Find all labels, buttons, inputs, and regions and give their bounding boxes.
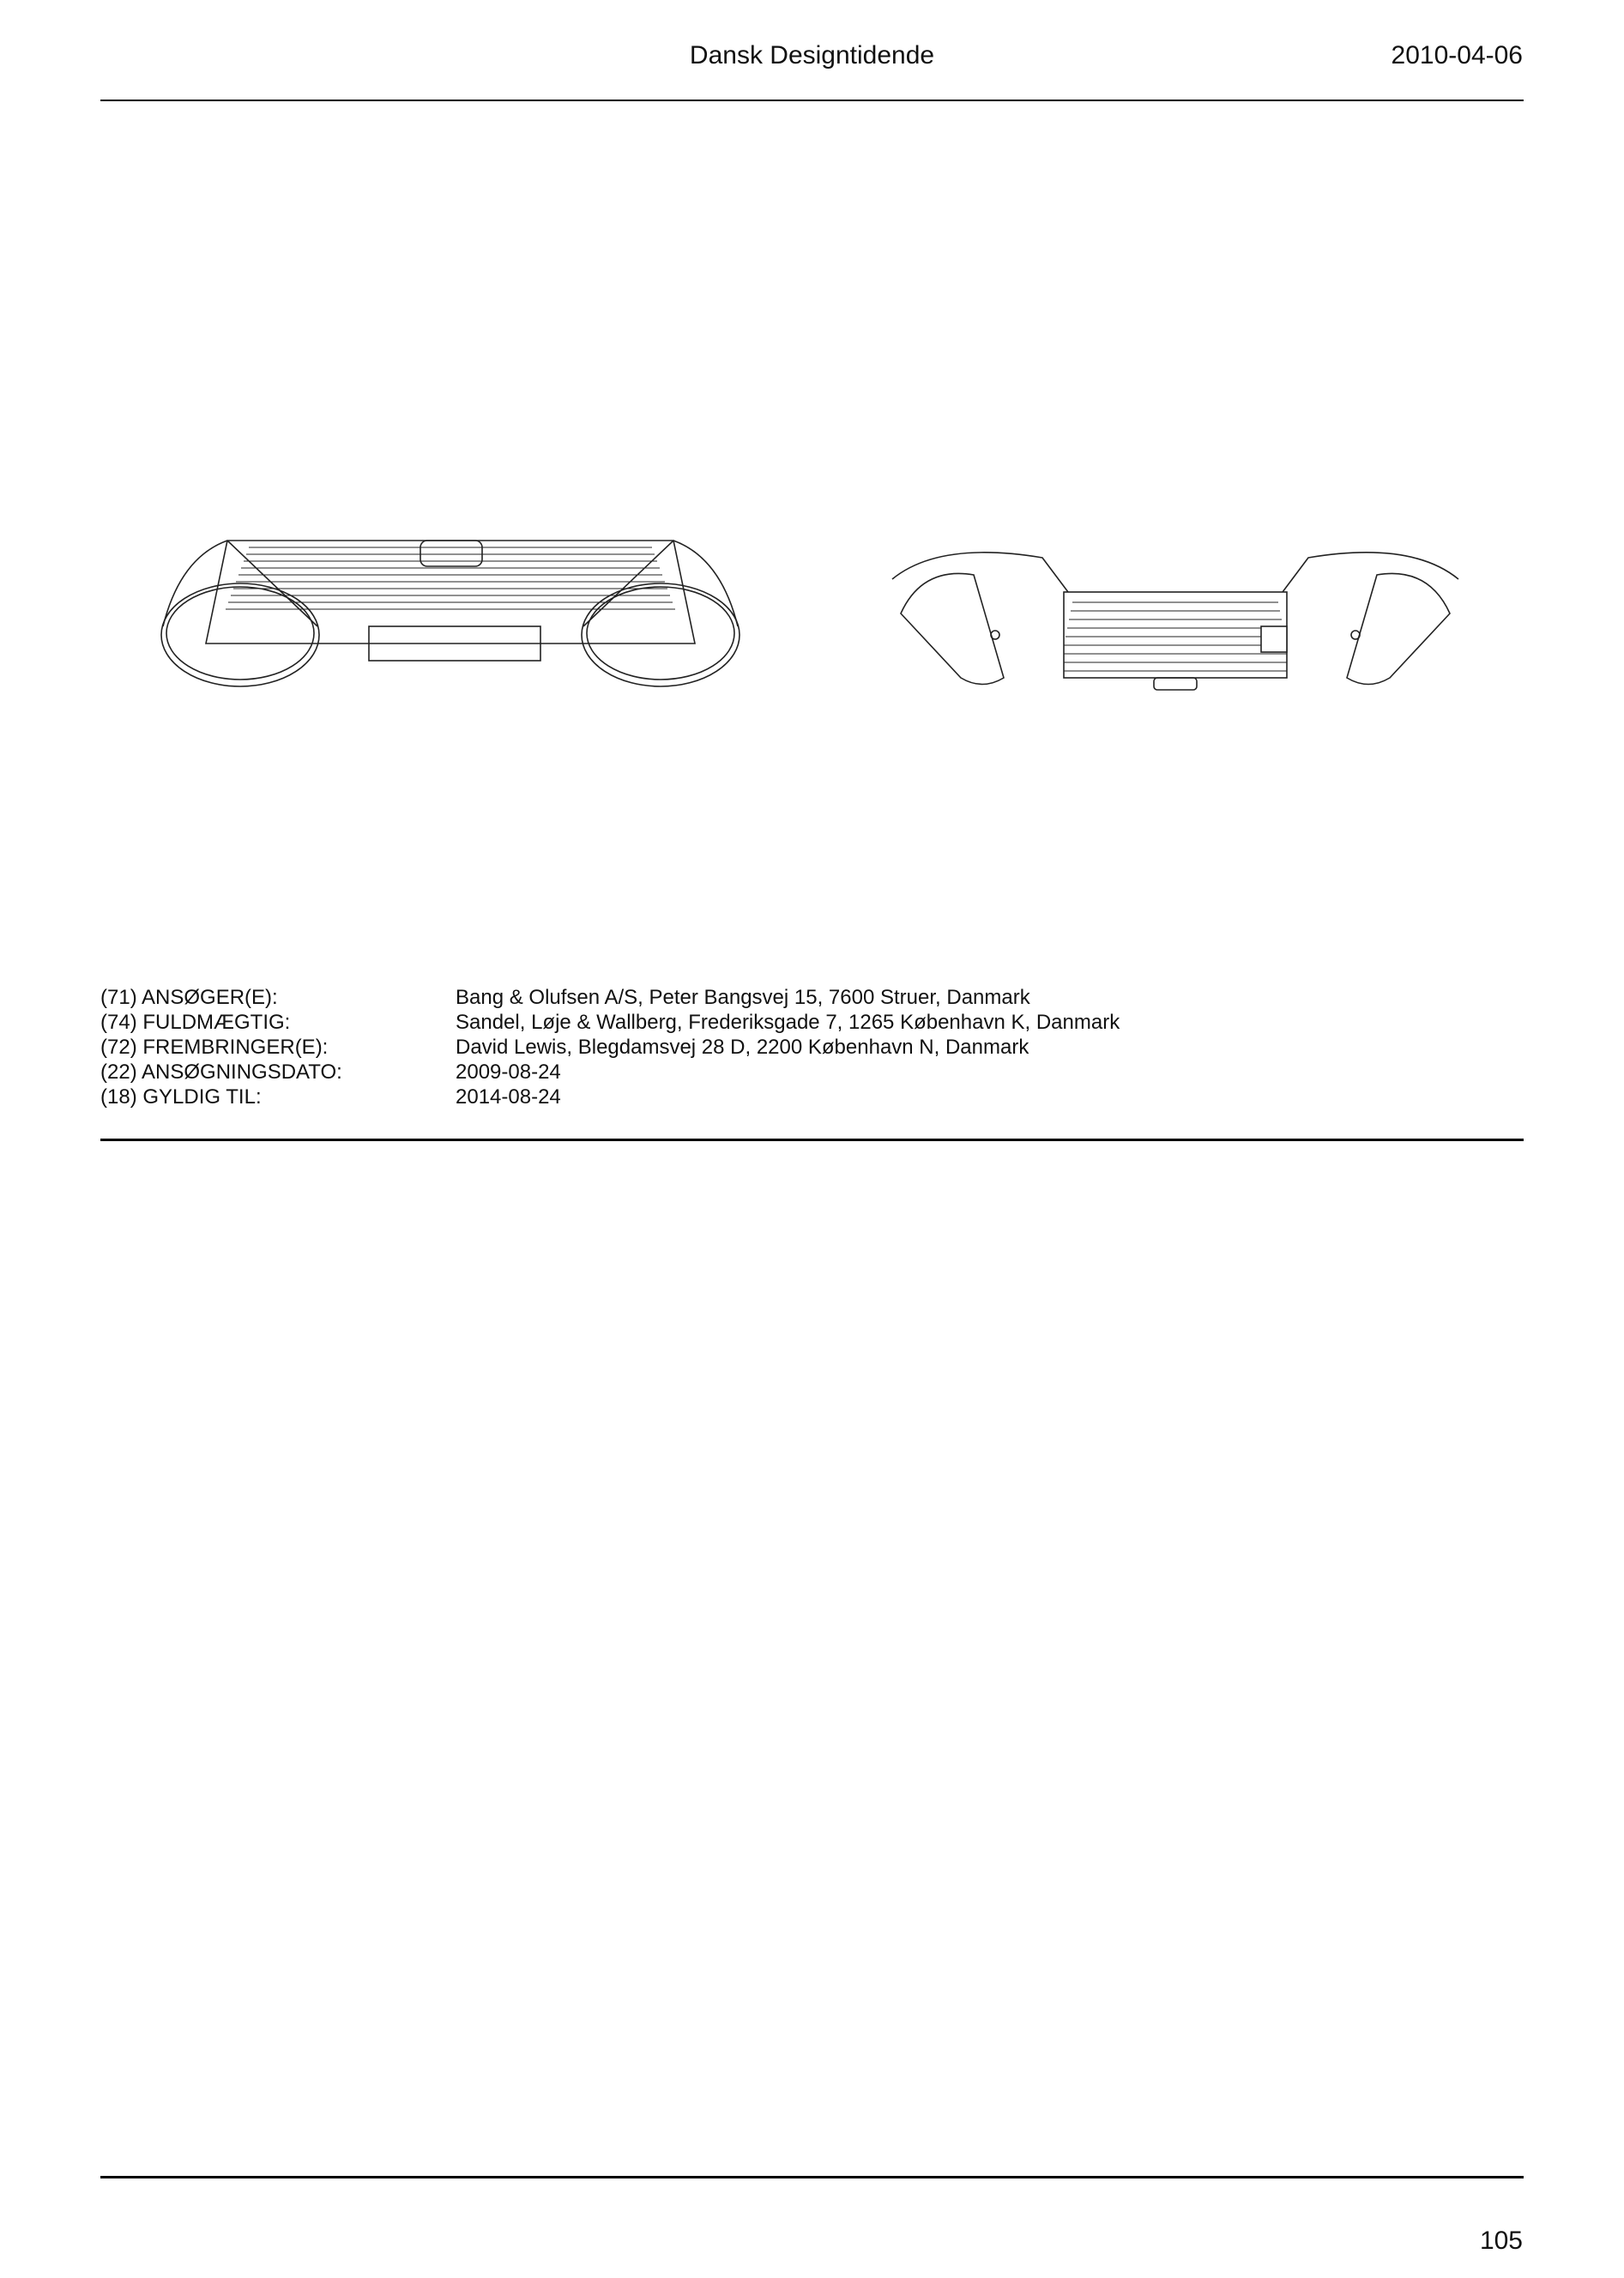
section-divider xyxy=(100,1139,1524,1141)
field-application-date xyxy=(100,1060,1120,1085)
field-agent xyxy=(100,1010,1120,1035)
field-value: David Lewis, Blegdamsvej 28 D, 2200 København N, Danmark xyxy=(456,1036,1029,1059)
field-value: 2014-08-24 xyxy=(456,1085,561,1109)
registration-fields xyxy=(100,985,1120,1109)
field-label: (22) ANSØGNINGSDATO: xyxy=(100,1060,342,1084)
field-label: (18) GYLDIG TIL: xyxy=(100,1085,262,1109)
page-number: 105 xyxy=(1479,2227,1523,2255)
field-value: Sandel, Løje & Wallberg, Frederiksgade 7, 1265 København K, Danmark xyxy=(456,1011,1120,1034)
field-value: Bang & Olufsen A/S, Peter Bangsvej 15, 7600 Struer, Danmark xyxy=(456,986,1030,1009)
field-applicant xyxy=(100,985,1120,1010)
product-drawing-front-view xyxy=(146,523,755,712)
field-designer xyxy=(100,1035,1120,1060)
header-divider xyxy=(100,100,1524,101)
field-valid-until xyxy=(100,1085,1120,1109)
publication-title: Dansk Designtidende xyxy=(689,41,935,69)
field-label: (72) FREMBRINGER(E): xyxy=(100,1036,329,1059)
field-label: (71) ANSØGER(E): xyxy=(100,986,278,1009)
field-label: (74) FULDMÆGTIG: xyxy=(100,1011,291,1034)
field-value: 2009-08-24 xyxy=(456,1060,561,1084)
publication-date: 2010-04-06 xyxy=(1391,41,1523,69)
product-drawing-rear-view xyxy=(888,541,1463,712)
footer-divider xyxy=(100,2176,1524,2178)
